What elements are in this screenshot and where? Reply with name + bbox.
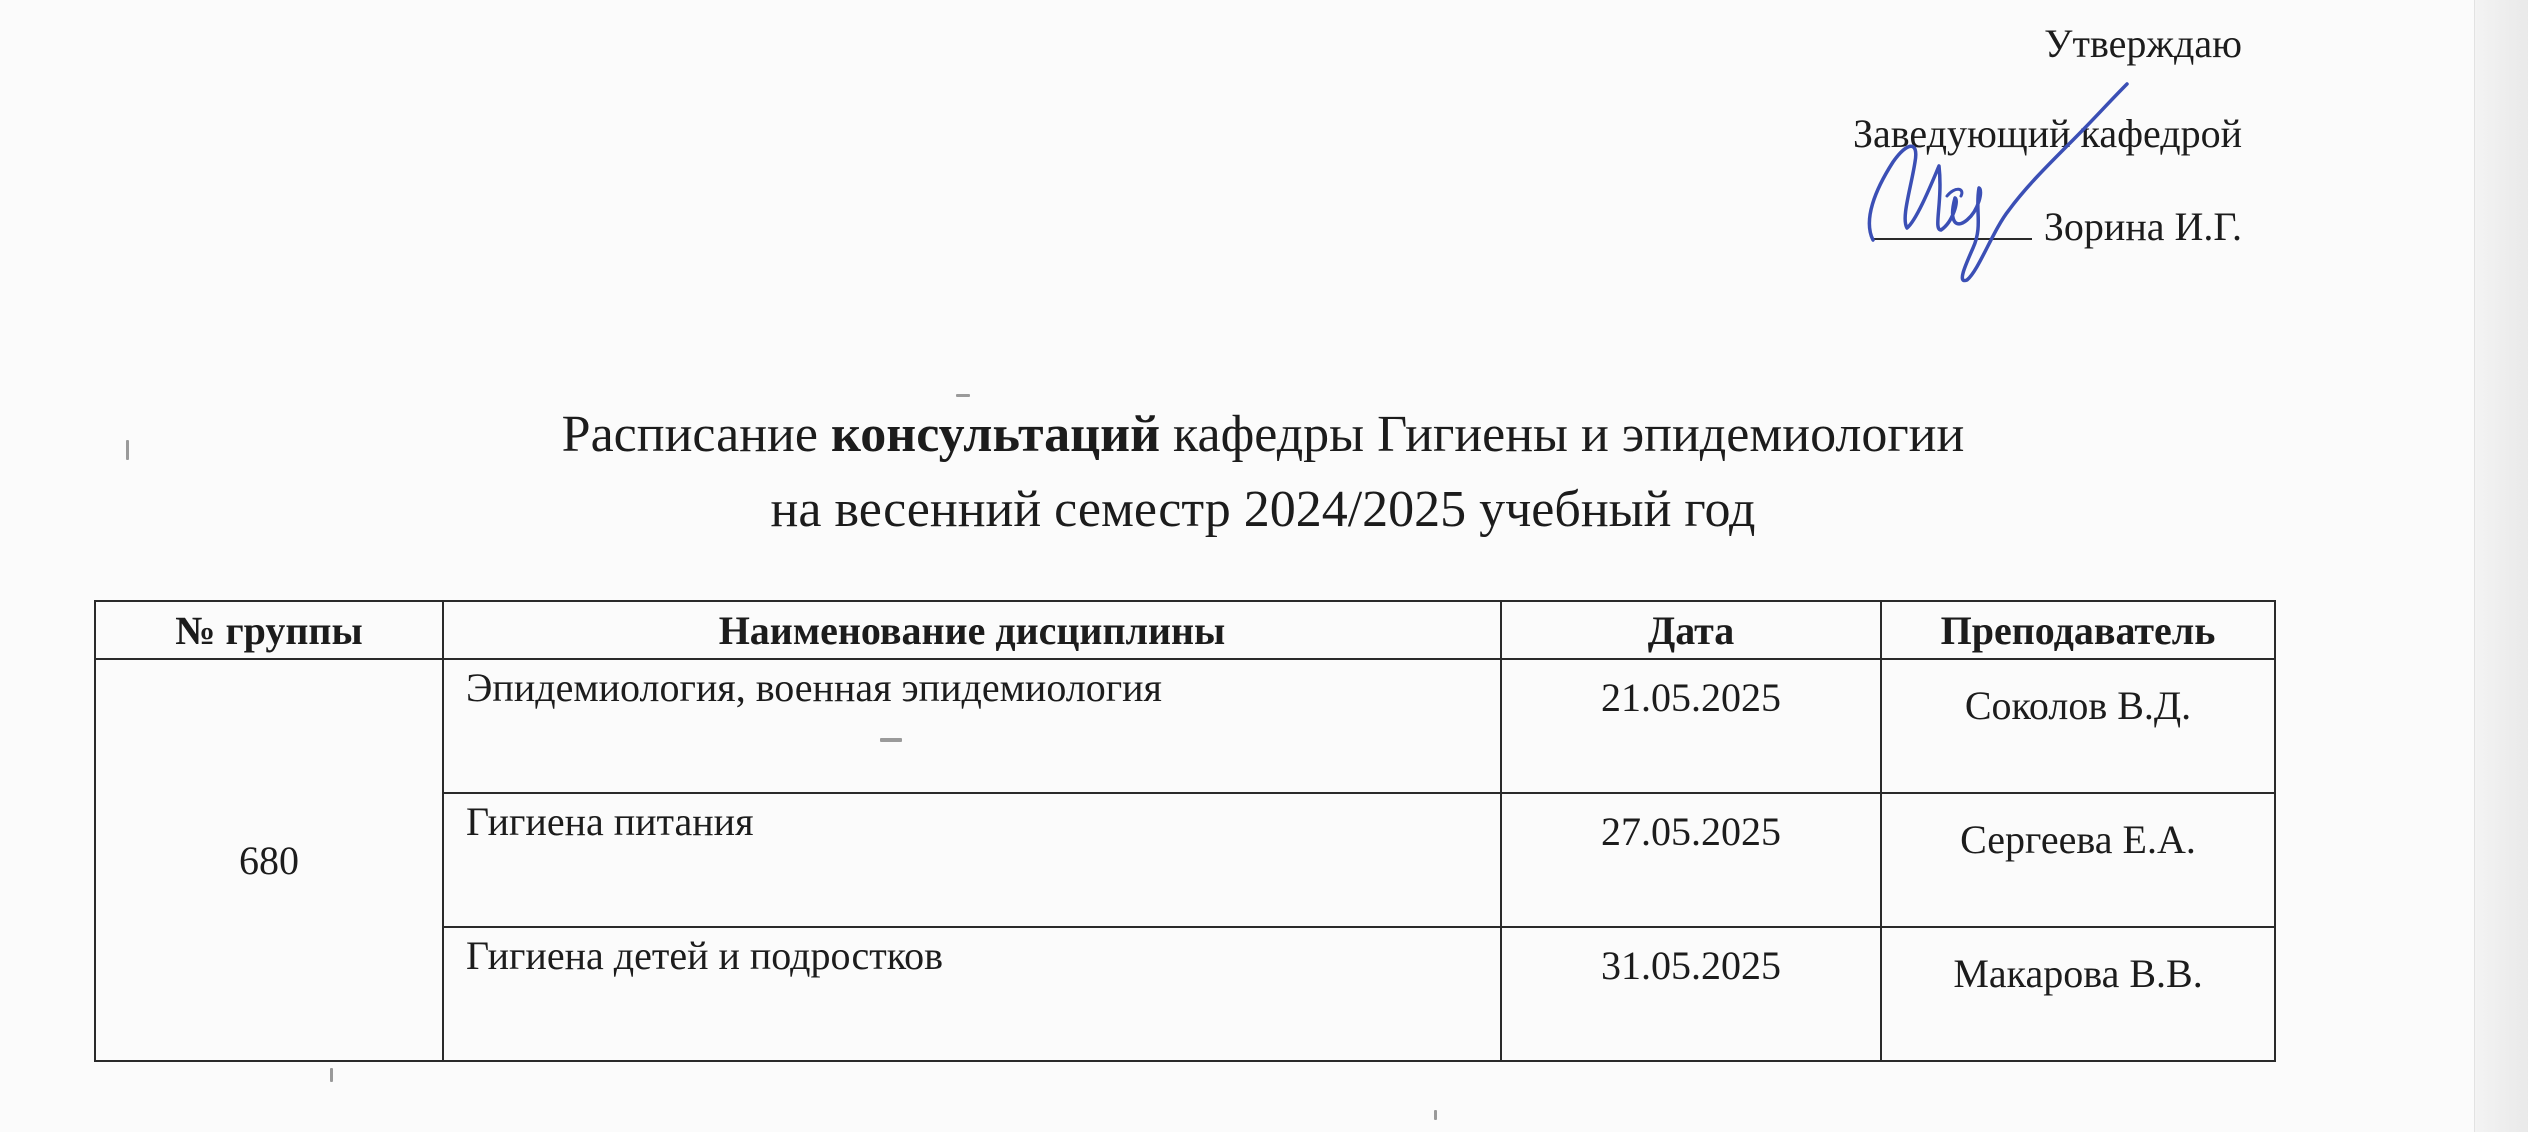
teacher-cell: Соколов В.Д. — [1881, 659, 2275, 793]
document-title — [0, 405, 2527, 464]
table-header-row — [95, 601, 2275, 659]
discipline-cell: Гигиена детей и подростков — [443, 927, 1501, 1061]
header-group: № группы — [95, 601, 443, 659]
scan-speck — [956, 394, 970, 397]
consultation-schedule-table — [94, 600, 2276, 1062]
approval-label: Утверждаю — [2044, 21, 2242, 66]
title-suffix: кафедры Гигиены и эпидемиологии — [1160, 406, 1965, 463]
header-teacher: Преподаватель — [1881, 601, 2275, 659]
scan-speck — [330, 1068, 333, 1082]
header-date: Дата — [1501, 601, 1881, 659]
teacher-cell: Макарова В.В. — [1881, 927, 2275, 1061]
table-row — [95, 659, 2275, 793]
title-bold-word: консультаций — [830, 406, 1161, 463]
group-number: 680 — [95, 659, 443, 1061]
title-prefix: Расписание — [561, 406, 831, 463]
handwritten-signature — [1815, 70, 2145, 290]
teacher-cell: Сергеева Е.А. — [1881, 793, 2275, 927]
document-subtitle: на весенний семестр 2024/2025 учебный год — [770, 481, 1756, 538]
discipline-cell: Эпидемиология, военная эпидемиология — [443, 659, 1501, 793]
scan-speck — [1434, 1110, 1437, 1120]
head-title: Заведующий кафедрой — [1852, 111, 2242, 156]
head-name: Зорина И.Г. — [2043, 204, 2242, 249]
scan-edge — [2474, 0, 2528, 1132]
discipline-cell: Гигиена питания — [443, 793, 1501, 927]
date-cell: 31.05.2025 — [1501, 927, 1881, 1061]
header-discipline: Наименование дисциплины — [443, 601, 1501, 659]
date-cell: 21.05.2025 — [1501, 659, 1881, 793]
date-cell: 27.05.2025 — [1501, 793, 1881, 927]
